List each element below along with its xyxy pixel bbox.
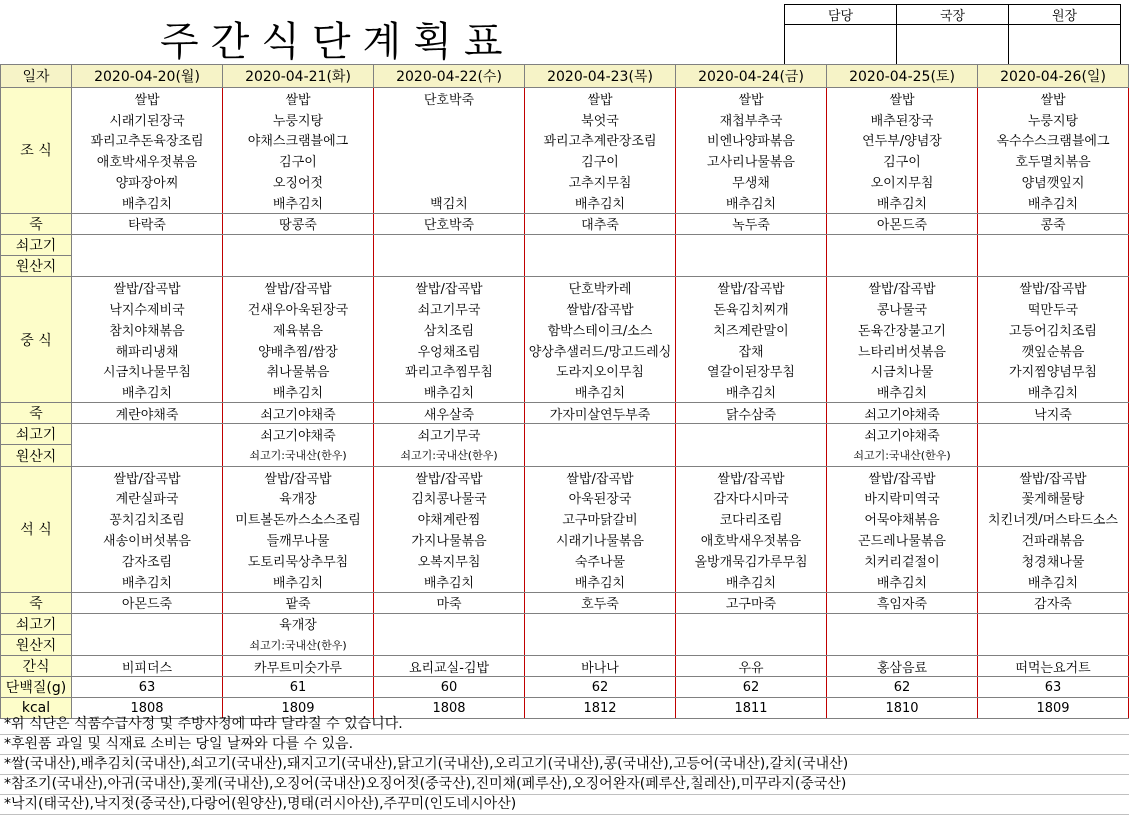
lunch-porridge-item: 쇠고기야채죽 [223, 403, 374, 424]
breakfast-item: 김구이 [525, 150, 676, 171]
lunch-item: 양상추샐러드/망고드레싱 [525, 340, 676, 361]
breakfast-item: 오이지무침 [827, 171, 978, 192]
breakfast-beef-item [72, 234, 223, 255]
lunch-item: 잡채 [676, 340, 827, 361]
dinner-item: 도토리묵상추무침 [223, 550, 374, 571]
snack-value: 카무트미숫가루 [223, 656, 374, 677]
breakfast-beef-item [978, 234, 1129, 255]
breakfast-item: 야채스크램블에그 [223, 130, 374, 151]
date-header-6: 2020-04-26(일) [978, 65, 1129, 88]
dinner-item: 치커리겉절이 [827, 550, 978, 571]
dinner-item: 감자다시마국 [676, 488, 827, 509]
kcal-value: 1812 [525, 698, 676, 719]
note-line: *낙지(태국산),낙지젓(중국산),다랑어(원양산),명태(러시아산),주꾸미(인도네시아산) [0, 795, 1129, 815]
dinner-item: 꽃게해물탕 [978, 488, 1129, 509]
dinner-beef-item [72, 634, 223, 655]
breakfast-item: 북엇국 [525, 109, 676, 130]
breakfast-item: 옥수수스크램블에그 [978, 130, 1129, 151]
kcal-value: 1809 [223, 698, 374, 719]
dinner-porridge-item: 감자죽 [978, 592, 1129, 613]
lunch-item: 쇠고기무국 [374, 298, 525, 319]
dinner-item: 새송이버섯볶음 [72, 529, 223, 550]
dinner-item: 배추김치 [525, 571, 676, 592]
lunch-porridge-label: 죽 [1, 403, 72, 424]
dinner-item: 배추김치 [72, 571, 223, 592]
dinner-item: 쌀밥/잡곡밥 [827, 466, 978, 487]
lunch-item: 쌀밥/잡곡밥 [827, 277, 978, 298]
lunch-beef-item: 쇠고기:국내산(한우) [827, 445, 978, 466]
breakfast-beef-item [525, 256, 676, 277]
lunch-beef-item: 쇠고기:국내산(한우) [223, 445, 374, 466]
dinner-beef-item: 쇠고기:국내산(한우) [223, 634, 374, 655]
lunch-item: 단호박카레 [525, 277, 676, 298]
breakfast-beef-item [978, 256, 1129, 277]
breakfast-item [374, 109, 525, 130]
breakfast-porridge-item: 콩죽 [978, 213, 1129, 234]
lunch-item: 깻잎순볶음 [978, 340, 1129, 361]
dinner-item: 감자조림 [72, 550, 223, 571]
kcal-value: 1808 [374, 698, 525, 719]
approval-manager-sign[interactable] [785, 25, 897, 66]
date-header-label: 일자 [1, 65, 72, 88]
lunch-item: 취나물볶음 [223, 361, 374, 382]
snack-value: 홍삼음료 [827, 656, 978, 677]
dinner-item: 시래기나물볶음 [525, 529, 676, 550]
lunch-label: 중 식 [1, 277, 72, 403]
lunch-item: 배추김치 [374, 381, 525, 402]
breakfast-porridge-item: 땅콩죽 [223, 213, 374, 234]
breakfast-beef-label-2: 원산지 [1, 256, 72, 277]
lunch-beef-item: 쇠고기야채죽 [223, 424, 374, 445]
kcal-value: 1809 [978, 698, 1129, 719]
dinner-item: 쌀밥/잡곡밥 [676, 466, 827, 487]
dinner-beef-item [978, 634, 1129, 655]
breakfast-item: 배추김치 [223, 192, 374, 213]
lunch-item: 함박스테이크/소스 [525, 319, 676, 340]
lunch-beef-item [676, 424, 827, 445]
lunch-item: 고등어김치조림 [978, 319, 1129, 340]
breakfast-porridge-label: 죽 [1, 213, 72, 234]
lunch-item: 돈육김치찌개 [676, 298, 827, 319]
breakfast-porridge-item: 타락죽 [72, 213, 223, 234]
page-title: 주간식단계획표 [160, 19, 515, 65]
lunch-porridge-item: 쇠고기야채죽 [827, 403, 978, 424]
breakfast-beef-item [827, 256, 978, 277]
breakfast-beef-item [223, 234, 374, 255]
breakfast-item: 애호박새우젓볶음 [72, 150, 223, 171]
dinner-item: 김치콩나물국 [374, 488, 525, 509]
breakfast-item: 쌀밥 [223, 88, 374, 109]
breakfast-item: 누룽지탕 [978, 109, 1129, 130]
dinner-label: 석 식 [1, 466, 72, 592]
dinner-item: 아욱된장국 [525, 488, 676, 509]
dinner-item: 배추김치 [374, 571, 525, 592]
dinner-item: 미트볼돈까스소스조림 [223, 508, 374, 529]
note-line: *위 식단은 식품수급사정 및 주방사정에 따라 달라질 수 있습니다. [0, 715, 1129, 735]
dinner-item: 배추김치 [978, 571, 1129, 592]
notes [0, 715, 1129, 815]
lunch-item: 제육볶음 [223, 319, 374, 340]
lunch-item: 느타리버섯볶음 [827, 340, 978, 361]
lunch-item: 쌀밥/잡곡밥 [223, 277, 374, 298]
breakfast-item: 쌀밥 [827, 88, 978, 109]
kcal-value: 1811 [676, 698, 827, 719]
breakfast-beef-label-1: 쇠고기 [1, 234, 72, 255]
lunch-porridge-item: 닭수삼죽 [676, 403, 827, 424]
approval-director-label: 국장 [897, 5, 1009, 25]
dinner-beef-item: 육개장 [223, 613, 374, 634]
lunch-item: 치즈계란말이 [676, 319, 827, 340]
protein-label: 단백질(g) [1, 677, 72, 698]
dinner-item: 숙주나물 [525, 550, 676, 571]
date-header-3: 2020-04-23(목) [525, 65, 676, 88]
protein-value: 61 [223, 677, 374, 698]
dinner-item: 들깨무나물 [223, 529, 374, 550]
breakfast-porridge-item: 녹두죽 [676, 213, 827, 234]
dinner-item: 쌀밥/잡곡밥 [72, 466, 223, 487]
dinner-porridge-item: 흑임자죽 [827, 592, 978, 613]
lunch-beef-item [72, 424, 223, 445]
dinner-item: 야채계란찜 [374, 508, 525, 529]
dinner-item: 청경채나물 [978, 550, 1129, 571]
dinner-beef-item [374, 613, 525, 634]
dinner-item: 배추김치 [676, 571, 827, 592]
breakfast-item: 배추김치 [978, 192, 1129, 213]
dinner-item: 고구마닭갈비 [525, 508, 676, 529]
date-header-5: 2020-04-25(토) [827, 65, 978, 88]
lunch-item: 시금치나물 [827, 361, 978, 382]
lunch-beef-item: 쇠고기:국내산(한우) [374, 445, 525, 466]
snack-label: 간식 [1, 656, 72, 677]
lunch-porridge-item: 낙지죽 [978, 403, 1129, 424]
date-header-1: 2020-04-21(화) [223, 65, 374, 88]
approval-box [784, 4, 1121, 66]
lunch-beef-label-2: 원산지 [1, 445, 72, 466]
date-header-4: 2020-04-24(금) [676, 65, 827, 88]
dinner-item: 오복지무침 [374, 550, 525, 571]
kcal-value: 1808 [72, 698, 223, 719]
dinner-item: 바지락미역국 [827, 488, 978, 509]
dinner-item: 가지나물볶음 [374, 529, 525, 550]
lunch-item: 배추김치 [827, 381, 978, 402]
protein-value: 62 [827, 677, 978, 698]
breakfast-item: 쌀밥 [72, 88, 223, 109]
dinner-item: 쌀밥/잡곡밥 [374, 466, 525, 487]
breakfast-item: 배추된장국 [827, 109, 978, 130]
approval-director-sign[interactable] [897, 25, 1009, 66]
breakfast-item: 배추김치 [525, 192, 676, 213]
date-header-2: 2020-04-22(수) [374, 65, 525, 88]
dinner-beef-item [72, 613, 223, 634]
dinner-item: 쌀밥/잡곡밥 [978, 466, 1129, 487]
dinner-porridge-item: 고구마죽 [676, 592, 827, 613]
lunch-item: 가지찜양념무침 [978, 361, 1129, 382]
breakfast-item [374, 150, 525, 171]
lunch-item: 양배추찜/쌈장 [223, 340, 374, 361]
lunch-item: 배추김치 [676, 381, 827, 402]
breakfast-item: 김구이 [223, 150, 374, 171]
dinner-item: 치킨너겟/머스타드소스 [978, 508, 1129, 529]
breakfast-item [374, 171, 525, 192]
breakfast-item: 재첩부추국 [676, 109, 827, 130]
lunch-item: 쌀밥/잡곡밥 [676, 277, 827, 298]
breakfast-label: 조 식 [1, 88, 72, 214]
breakfast-item: 양파장아찌 [72, 171, 223, 192]
dinner-beef-item [676, 634, 827, 655]
lunch-beef-item [72, 445, 223, 466]
dinner-item: 배추김치 [223, 571, 374, 592]
protein-value: 60 [374, 677, 525, 698]
breakfast-porridge-item: 단호박죽 [374, 213, 525, 234]
lunch-item: 낙지수제비국 [72, 298, 223, 319]
lunch-item: 쌀밥/잡곡밥 [525, 298, 676, 319]
dinner-beef-label-2: 원산지 [1, 634, 72, 655]
dinner-item: 어묵야채볶음 [827, 508, 978, 529]
lunch-item: 배추김치 [525, 381, 676, 402]
lunch-beef-label-1: 쇠고기 [1, 424, 72, 445]
header-row [1, 65, 1129, 88]
lunch-item: 꽈리고추찜무침 [374, 361, 525, 382]
dinner-item: 애호박새우젓볶음 [676, 529, 827, 550]
breakfast-item: 김구이 [827, 150, 978, 171]
lunch-item: 쌀밥/잡곡밥 [72, 277, 223, 298]
dinner-item: 쌀밥/잡곡밥 [525, 466, 676, 487]
protein-value: 63 [72, 677, 223, 698]
lunch-item: 배추김치 [223, 381, 374, 402]
lunch-item: 우엉채조림 [374, 340, 525, 361]
breakfast-beef-item [676, 256, 827, 277]
snack-value: 바나나 [525, 656, 676, 677]
breakfast-item: 배추김치 [676, 192, 827, 213]
protein-value: 63 [978, 677, 1129, 698]
dinner-porridge-label: 죽 [1, 592, 72, 613]
dinner-beef-item [978, 613, 1129, 634]
breakfast-item: 쌀밥 [525, 88, 676, 109]
breakfast-beef-item [525, 234, 676, 255]
note-line: *참조기(국내산),아귀(국내산),꽃게(국내산),오징어(국내산)오징어젓(중국산),진미채(페루산),오징어완자(페루산,칠레산),미꾸라지(중국산) [0, 775, 1129, 795]
breakfast-item: 무생채 [676, 171, 827, 192]
snack-value: 비피더스 [72, 656, 223, 677]
lunch-item: 떡만두국 [978, 298, 1129, 319]
lunch-beef-item [525, 424, 676, 445]
lunch-item: 도라지오이무침 [525, 361, 676, 382]
dinner-item: 건파래볶음 [978, 529, 1129, 550]
dinner-item: 꽁치김치조림 [72, 508, 223, 529]
lunch-beef-item [676, 445, 827, 466]
snack-value: 떠먹는요거트 [978, 656, 1129, 677]
lunch-beef-item: 쇠고기무국 [374, 424, 525, 445]
lunch-porridge-item: 새우살죽 [374, 403, 525, 424]
dinner-item: 배추김치 [827, 571, 978, 592]
dinner-item: 계란실파국 [72, 488, 223, 509]
meal-grid [0, 64, 1129, 719]
lunch-porridge-item: 계란야채죽 [72, 403, 223, 424]
dinner-beef-item [525, 613, 676, 634]
breakfast-beef-item [827, 234, 978, 255]
breakfast-beef-item [223, 256, 374, 277]
breakfast-beef-item [676, 234, 827, 255]
breakfast-beef-item [72, 256, 223, 277]
dinner-item: 코다리조림 [676, 508, 827, 529]
breakfast-item: 꽈리고추계란장조림 [525, 130, 676, 151]
lunch-item: 시금치나물무침 [72, 361, 223, 382]
snack-value: 우유 [676, 656, 827, 677]
dinner-porridge-item: 호두죽 [525, 592, 676, 613]
lunch-beef-item [525, 445, 676, 466]
dinner-beef-item [525, 634, 676, 655]
lunch-item: 콩나물국 [827, 298, 978, 319]
breakfast-item: 고사리나물볶음 [676, 150, 827, 171]
lunch-beef-item [978, 424, 1129, 445]
breakfast-item: 백김치 [374, 192, 525, 213]
lunch-item: 참치야채볶음 [72, 319, 223, 340]
lunch-item: 열갈이된장무침 [676, 361, 827, 382]
breakfast-item: 단호박죽 [374, 88, 525, 109]
note-line: *쌀(국내산),배추김치(국내산),쇠고기(국내산),돼지고기(국내산),닭고기(국내산),오리고기(국내산),콩(국내산),고등어(국내산),갈치(국내산) [0, 755, 1129, 775]
breakfast-item: 배추김치 [827, 192, 978, 213]
dinner-beef-item [676, 613, 827, 634]
lunch-beef-item [978, 445, 1129, 466]
protein-value: 62 [676, 677, 827, 698]
dinner-beef-item [374, 634, 525, 655]
breakfast-beef-item [374, 234, 525, 255]
lunch-item: 쌀밥/잡곡밥 [374, 277, 525, 298]
breakfast-item [374, 130, 525, 151]
breakfast-item: 비엔나양파볶음 [676, 130, 827, 151]
breakfast-porridge-item: 대추죽 [525, 213, 676, 234]
breakfast-item: 연두부/양념장 [827, 130, 978, 151]
lunch-item: 건새우아욱된장국 [223, 298, 374, 319]
dinner-item: 쌀밥/잡곡밥 [223, 466, 374, 487]
note-line: *후원품 과일 및 식재료 소비는 당일 날짜와 다를 수 있음. [0, 735, 1129, 755]
breakfast-item: 꽈리고추돈육장조림 [72, 130, 223, 151]
breakfast-item: 쌀밥 [978, 88, 1129, 109]
protein-value: 62 [525, 677, 676, 698]
dinner-item: 곤드레나물볶음 [827, 529, 978, 550]
dinner-beef-label-1: 쇠고기 [1, 613, 72, 634]
date-header-0: 2020-04-20(월) [72, 65, 223, 88]
dinner-porridge-item: 마죽 [374, 592, 525, 613]
lunch-item: 배추김치 [978, 381, 1129, 402]
lunch-item: 해파리냉채 [72, 340, 223, 361]
breakfast-item: 양념깻잎지 [978, 171, 1129, 192]
breakfast-item: 오징어젓 [223, 171, 374, 192]
lunch-item: 돈육간장불고기 [827, 319, 978, 340]
approval-manager-label: 담당 [785, 5, 897, 25]
dinner-item: 올방개묵김가루무침 [676, 550, 827, 571]
breakfast-item: 누룽지탕 [223, 109, 374, 130]
breakfast-porridge-item: 아몬드죽 [827, 213, 978, 234]
breakfast-beef-item [374, 256, 525, 277]
dinner-item: 육개장 [223, 488, 374, 509]
breakfast-item: 시래기된장국 [72, 109, 223, 130]
kcal-value: 1810 [827, 698, 978, 719]
dinner-beef-item [827, 613, 978, 634]
dinner-porridge-item: 아몬드죽 [72, 592, 223, 613]
lunch-item: 쌀밥/잡곡밥 [978, 277, 1129, 298]
approval-head-label: 원장 [1009, 5, 1121, 25]
snack-value: 요리교실-김밥 [374, 656, 525, 677]
lunch-item: 배추김치 [72, 381, 223, 402]
breakfast-item: 고추지무침 [525, 171, 676, 192]
dinner-porridge-item: 팥죽 [223, 592, 374, 613]
breakfast-item: 쌀밥 [676, 88, 827, 109]
breakfast-item: 호두멸치볶음 [978, 150, 1129, 171]
kcal-label: kcal [1, 698, 72, 719]
approval-head-sign[interactable] [1009, 25, 1121, 66]
lunch-item: 삼치조림 [374, 319, 525, 340]
dinner-beef-item [827, 634, 978, 655]
lunch-porridge-item: 가자미살연두부죽 [525, 403, 676, 424]
lunch-beef-item: 쇠고기야채죽 [827, 424, 978, 445]
breakfast-item: 배추김치 [72, 192, 223, 213]
